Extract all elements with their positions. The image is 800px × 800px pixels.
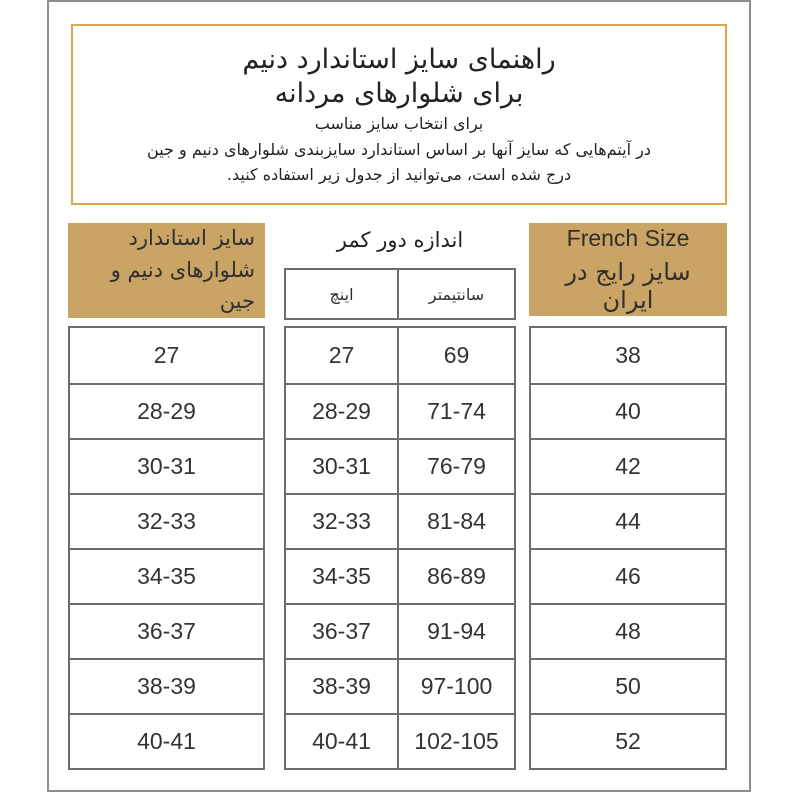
- french-size-cell: 40: [615, 398, 641, 424]
- table-row: [70, 603, 263, 658]
- table-row: [286, 383, 514, 438]
- french-size-cell: 42: [615, 453, 641, 479]
- table-row: [531, 548, 725, 603]
- standard-size-cell: 40-41: [137, 728, 196, 754]
- french-size-cell: 48: [615, 618, 641, 644]
- table-row: [286, 328, 514, 383]
- table-row: [286, 603, 514, 658]
- french-size-table: [529, 326, 727, 770]
- intro-title-line2: برای شلوارهای مردانه: [274, 77, 524, 109]
- waist-cm-cell: 71-74: [427, 398, 486, 424]
- waist-inch-cell: 27: [286, 328, 399, 383]
- french-size-header-line2: سایز رایج در ایران: [565, 258, 691, 314]
- table-row: [70, 493, 263, 548]
- table-row: [531, 438, 725, 493]
- waist-inch-cell: 36-37: [286, 605, 399, 658]
- intro-title-line1: راهنمای سایز استاندارد دنیم: [242, 43, 556, 75]
- waist-inch-cell: 30-31: [286, 440, 399, 493]
- waist-cm-cell: 91-94: [427, 618, 486, 644]
- waist-table: [284, 326, 516, 770]
- table-row: [70, 548, 263, 603]
- waist-unit-cm-label: سانتیمتر: [428, 284, 485, 304]
- waist-inch-cell: 32-33: [286, 495, 399, 548]
- waist-cm-cell: 76-79: [427, 453, 486, 479]
- table-row: [286, 658, 514, 713]
- table-row: [70, 658, 263, 713]
- waist-cm-cell: 102-105: [414, 728, 499, 754]
- intro-note-line2: درج شده است، می‌توانید از جدول زیر استفاده کنید.: [226, 164, 572, 184]
- table-row: [286, 493, 514, 548]
- waist-header-title: اندازه دور کمر: [336, 228, 464, 252]
- waist-cm-cell: 69: [443, 342, 470, 368]
- standard-size-cell: 30-31: [137, 453, 196, 479]
- standard-size-table: [68, 326, 265, 770]
- french-size-cell: 46: [615, 563, 641, 589]
- standard-size-cell: 34-35: [137, 563, 196, 589]
- table-row: [286, 713, 514, 768]
- table-row: [531, 713, 725, 768]
- intro-subtitle: برای انتخاب سایز مناسب: [314, 114, 484, 134]
- waist-cm-cell: 97-100: [420, 673, 493, 699]
- table-row: [70, 383, 263, 438]
- waist-unit-header: [284, 268, 516, 320]
- waist-inch-cell: 40-41: [286, 715, 399, 768]
- standard-size-header-line2: شلوارهای دنیم و جین: [110, 257, 255, 314]
- waist-unit-inch-label: اینچ: [286, 270, 399, 318]
- table-row: [531, 383, 725, 438]
- waist-inch-cell: 38-39: [286, 660, 399, 713]
- standard-size-header-line1: سایز استاندارد: [128, 226, 255, 251]
- table-row: [531, 603, 725, 658]
- waist-inch-cell: 28-29: [286, 385, 399, 438]
- french-size-cell: 38: [615, 342, 641, 368]
- standard-size-cell: 28-29: [137, 398, 196, 424]
- table-row: [531, 658, 725, 713]
- standard-size-cell: 27: [153, 342, 180, 368]
- waist-cm-cell: 86-89: [427, 563, 486, 589]
- french-size-cell: 44: [615, 508, 641, 534]
- standard-size-header: [68, 223, 265, 318]
- waist-inch-cell: 34-35: [286, 550, 399, 603]
- standard-size-cell: 32-33: [137, 508, 196, 534]
- table-row: [531, 493, 725, 548]
- table-row: [70, 438, 263, 493]
- table-row: [286, 548, 514, 603]
- french-size-header: [529, 223, 727, 316]
- table-row: [70, 713, 263, 768]
- table-row: [70, 328, 263, 383]
- waist-cm-cell: 81-84: [427, 508, 486, 534]
- french-size-cell: 52: [615, 728, 641, 754]
- intro-box: [71, 24, 727, 205]
- table-row: [531, 328, 725, 383]
- french-size-header-line1: French Size: [566, 225, 690, 251]
- intro-note-line1: در آیتم‌هایی که سایز آنها بر اساس استاندارد سایزبندی شلوارهای دنیم و جین: [147, 139, 651, 159]
- french-size-cell: 50: [615, 673, 641, 699]
- table-row: [286, 438, 514, 493]
- standard-size-cell: 36-37: [137, 618, 196, 644]
- standard-size-cell: 38-39: [137, 673, 196, 699]
